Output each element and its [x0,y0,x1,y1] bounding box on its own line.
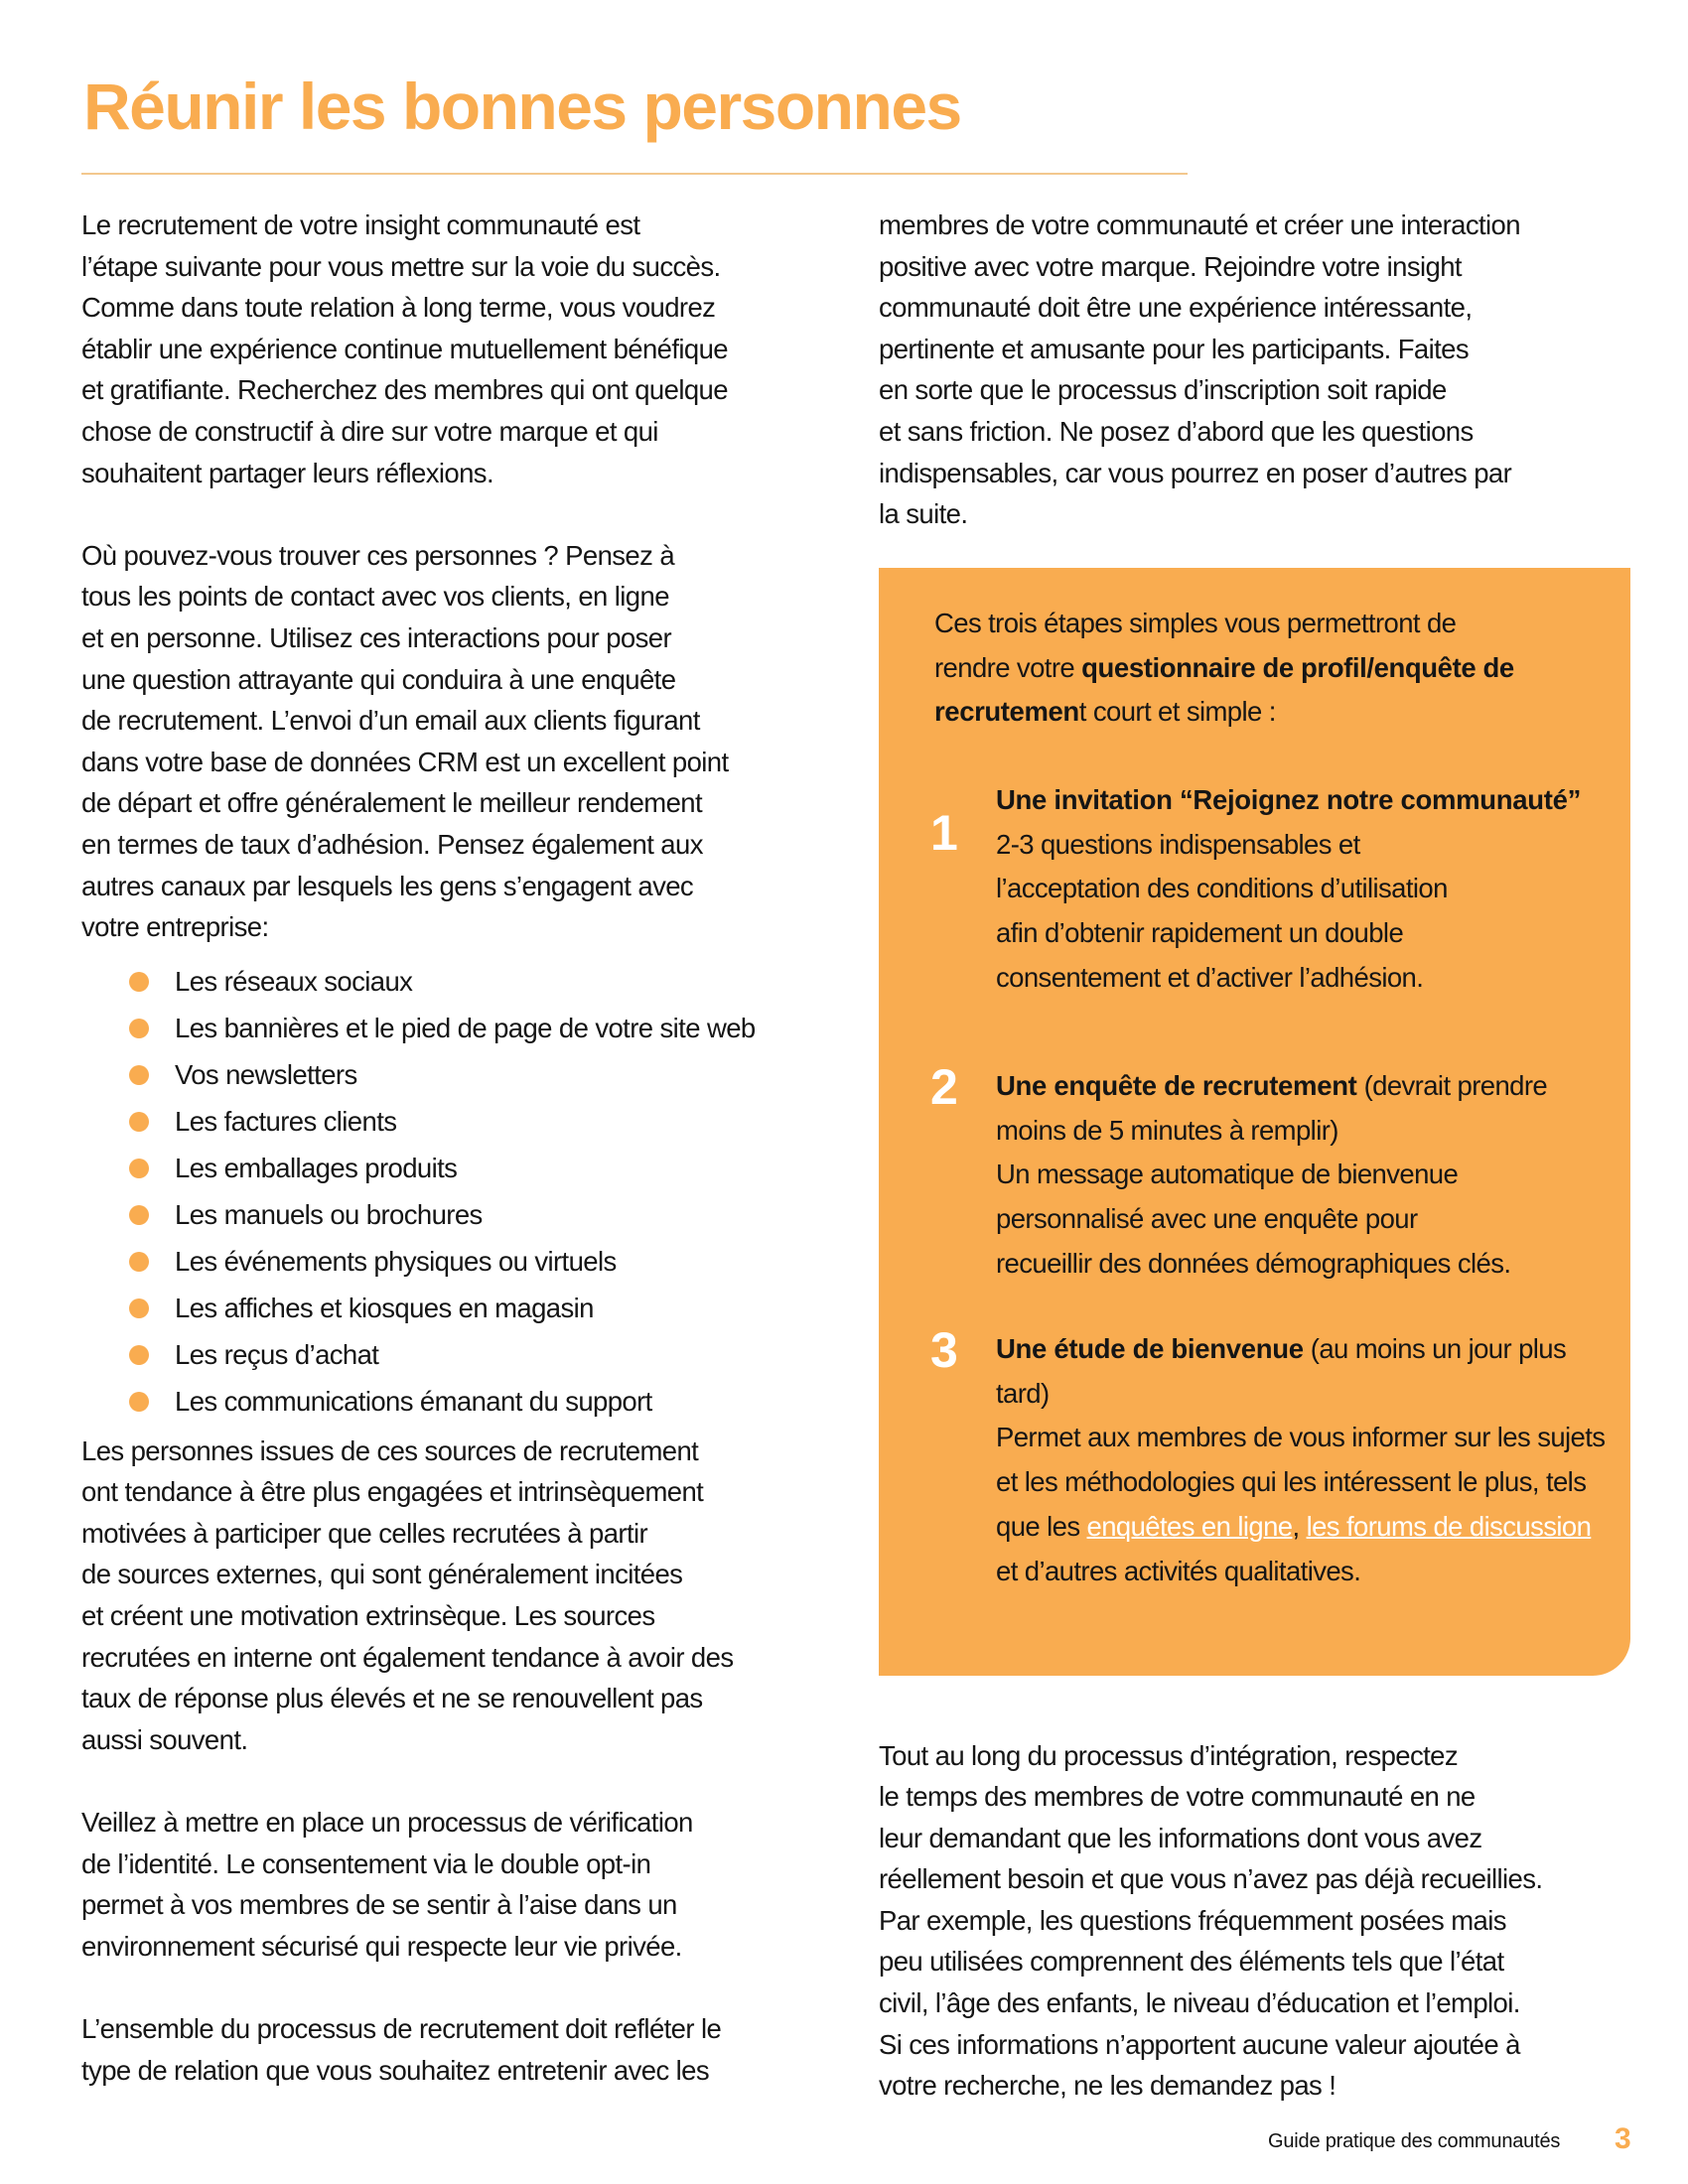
list-item: Les emballages produits [81,1145,856,1191]
list-item: Vos newsletters [81,1051,856,1098]
list-item: Les reçus d’achat [81,1331,856,1378]
where-to-find-paragraph: Où pouvez-vous trouver ces personnes ? Pensez à tous les points de contact avec vos clients, en ligne et en personne. Utilisez ces interactions pour poser une question attrayante qui conduira à une enquête de recrutement. L’envoi d’un email aux clients figurant dans votre base de données CRM est un excellent point de départ et offre généralement le meilleur rendement en termes de taux d’adhésion. Pensez également aux autres canaux par lesquels les gens s’engagent avec votre entreprise: [81,539,729,943]
step-number-1: 1 [930,805,958,861]
process-paragraph: L’ensemble du processus de recrutement doit refléter le type de relation que vous souhaitez entretenir avec les [81,2013,722,2086]
bullet-dot-icon [129,1205,149,1225]
identity-verification-paragraph: Veillez à mettre en place un processus de vérification de l’identité. Le consentement via le double opt-in permet à vos membres de se sentir à l’aise dans un environnement sécurisé qui respecte leur vie privée. [81,1807,693,1962]
list-item: Les réseaux sociaux [81,958,856,1005]
bullet-dot-icon [129,1392,149,1412]
list-item: Les événements physiques ou virtuels [81,1238,856,1285]
list-item: Les bannières et le pied de page de votre site web [81,1005,856,1051]
footer-guide-title: Guide pratique des communautés [1268,2130,1561,2152]
title-divider [81,173,1188,175]
step-number-3: 3 [930,1322,958,1378]
bullet-dot-icon [129,1019,149,1038]
list-item: Les affiches et kiosques en magasin [81,1285,856,1331]
three-steps-callout: Ces trois étapes simples vous permettront de rendre votre questionnaire de profil/enquête de recrutement court et simple : 1 Une invitation “Rejoignez notre communauté” 2-3 questions indispensables et l’acceptation des conditions d’utilisation afin d’obtenir rapidement un double consentement et d’activer l’adhésion. 2 Une enquête de recrutement (devrait prendre moins de 5 minutes à remplir) Un message automatique de bienvenue personnalisé avec une enquête pour recueillir des données démographiques clés. 3 Une étude de bienvenue (au moins un jour plus tard) Permet aux membres de vous informer sur les sujets et les méthodologies qui les intéressent le plus, tels que les enquêtes en ligne, les forums de discussion et d’autres activités qualitatives. [879,568,1630,1676]
step-2-title: Une enquête de recrutement [996,1070,1357,1101]
bullet-dot-icon [129,1065,149,1085]
page-title: Réunir les bonnes personnes [83,69,961,143]
step-1-title: Une invitation “Rejoignez notre communauté” [996,784,1582,815]
page-number: 3 [1615,2122,1631,2155]
list-item: Les factures clients [81,1098,856,1145]
continuation-paragraph: membres de votre communauté et créer une interaction positive avec votre marque. Rejoindre votre insight communauté doit être une expérience intéressante, pertinente et amusante pour les participants. Faites en sorte que le processus d’inscription soit rapide et sans friction. Ne posez d’abord que les questions indispensables, car vous pourrez en poser d’autres par la suite. [879,209,1520,530]
engagement-paragraph: Les personnes issues de ces sources de recrutement ont tendance à être plus engagées et intrinsèquement motivées à participer que celles recrutées à partir de sources externes, qui sont généralement incitées et créent une motivation extrinsèque. Les sources recrutées en interne ont également tendance à avoir des taux de réponse plus élevés et ne se renouvellent pas aussi souvent. [81,1434,734,1755]
bullet-dot-icon [129,1112,149,1132]
callout-intro: Ces trois étapes simples vous permettront de rendre votre questionnaire de profil/enquête de recrutement court et simple : [934,608,1514,728]
intro-paragraph: Le recrutement de votre insight communauté est l’étape suivante pour vous mettre sur la voie du succès. Comme dans toute relation à long terme, vous voudrez établir une expérience continue mutuellement bénéfique et gratifiante. Recherchez des membres qui ont quelque chose de constructif à dire sur votre marque et qui souhaitent partager leurs réflexions. [81,209,728,488]
bullet-dot-icon [129,1252,149,1272]
list-item: Les manuels ou brochures [81,1191,856,1238]
step-3-title: Une étude de bienvenue [996,1333,1304,1364]
bullet-dot-icon [129,972,149,992]
bullet-dot-icon [129,1159,149,1178]
step-number-2: 2 [930,1059,958,1115]
right-column-bottom [879,1707,1643,2133]
online-surveys-link[interactable]: enquêtes en ligne [1086,1510,1293,1542]
list-item: Les communications émanant du support [81,1378,856,1425]
integration-paragraph: Tout au long du processus d’intégration, respectez le temps des membres de votre communauté en ne leur demandant que les informations dont vous avez réellement besoin et que vous n’avez pas déjà recueillies. Par exemple, les questions fréquemment posées mais peu utilisées comprennent des éléments tels que l’état civil, l’âge des enfants, le niveau d’éducation et l’emploi. Si ces informations n’apportent aucune valeur ajoutée à votre recherche, ne les demandez pas ! [879,1739,1543,2102]
right-column-top [879,205,1643,535]
bullet-dot-icon [129,1298,149,1318]
channels-list [81,958,856,1425]
left-column [81,205,856,2091]
bullet-dot-icon [129,1345,149,1365]
discussion-forums-link[interactable]: les forums de discussion [1306,1510,1592,1542]
